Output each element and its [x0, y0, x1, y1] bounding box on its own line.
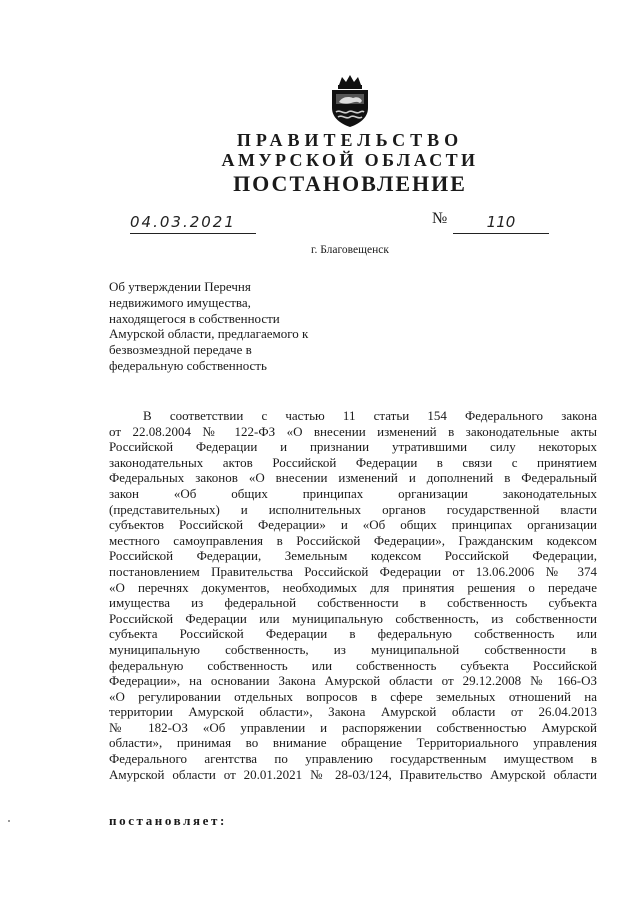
body-line: Амурской области от 20.01.2021 № 28-03/124, Правительство Амурской области — [109, 766, 597, 782]
body-line: В соответствии с частью 11 статьи 154 Федерального закона — [143, 408, 597, 423]
body-line: муниципальную собственность, из муниципальной собственности в — [109, 641, 597, 657]
subject-line: федеральную собственность — [109, 357, 267, 373]
body-line: постановлением Правительства Российской Федерации от 13.06.2006 № 374 — [109, 563, 597, 579]
body-line: Российской Федерации и признании утратившими силу некоторых — [109, 439, 597, 455]
body-line: Федерации», на основании Закона Амурской области от 29.12.2008 № 166-ОЗ — [109, 673, 597, 689]
government-name-line1: ПРАВИТЕЛЬСТВО — [236, 130, 464, 150]
body-line: Российской Федерации, Земельным кодексом Российской Федерации, — [109, 548, 597, 564]
body-line: закон «Об общих принципах организации законодательных — [109, 485, 597, 501]
decree-word: постановляет: — [109, 813, 227, 828]
body-line: «О перечнях документов, необходимых для принятия решения о передаче — [109, 579, 597, 595]
body-line: законодательных актов Российской Федерации в связи с принятием — [109, 454, 597, 470]
amur-oblast-coat-of-arms-icon — [327, 74, 373, 128]
body-line: Федерального агентства по управлению государственным имуществом в — [109, 751, 597, 767]
body-line: (представительных) и исполнительных органов государственной власти — [109, 501, 597, 517]
body-line: Российской Федерации или муниципальную собственность, из собственности — [109, 610, 597, 626]
body-line: федеральную собственность или собственность субъекта Российской — [109, 657, 597, 673]
number-sign: № — [432, 210, 448, 227]
handwritten-number: 110 — [453, 213, 549, 234]
body-line: Федеральных законов «О внесении изменений и дополнений в Федеральный — [109, 470, 597, 486]
body-line: от 22.08.2004 № 122-ФЗ «О внесении изменений в законодательные акты — [109, 423, 597, 439]
scan-speck — [8, 820, 10, 822]
city-label: г. Благовещенск — [311, 244, 389, 256]
government-name-line2: АМУРСКОЙ ОБЛАСТИ — [221, 150, 479, 170]
body-line: субъектов Российской Федерации» и «Об общих принципах организации — [109, 517, 597, 533]
subject-line: находящегося в собственности — [109, 310, 280, 326]
body-line: № 182-ОЗ «Об управлении и распоряжении собственностью Амурской — [109, 719, 597, 735]
handwritten-date: 04.03.2021 — [130, 213, 256, 234]
subject-line: недвижимого имущества, — [109, 294, 251, 310]
body-line: «О регулировании отдельных вопросов в сфере земельных отношений на — [109, 688, 597, 704]
document-type-title: ПОСТАНОВЛЕНИЕ — [233, 171, 467, 196]
subject-line: Амурской области, предлагаемого к — [109, 326, 309, 342]
subject-block — [109, 279, 359, 374]
body-line: территории Амурской области», Закона Амурской области от 26.04.2013 — [109, 704, 597, 720]
subject-line: Об утверждении Перечня — [109, 279, 251, 294]
body-line: местного самоуправления в Российской Федерации», Гражданским кодексом — [109, 532, 597, 548]
body-paragraph — [109, 408, 597, 782]
body-line: субъекта Российской Федерации в федеральную собственность или — [109, 626, 597, 642]
body-line: области», принимая во внимание обращение Территориального управления — [109, 735, 597, 751]
subject-line: безвозмездной передаче в — [109, 342, 252, 358]
body-line: имущества из федеральной собственности в собственность субъекта — [109, 595, 597, 611]
